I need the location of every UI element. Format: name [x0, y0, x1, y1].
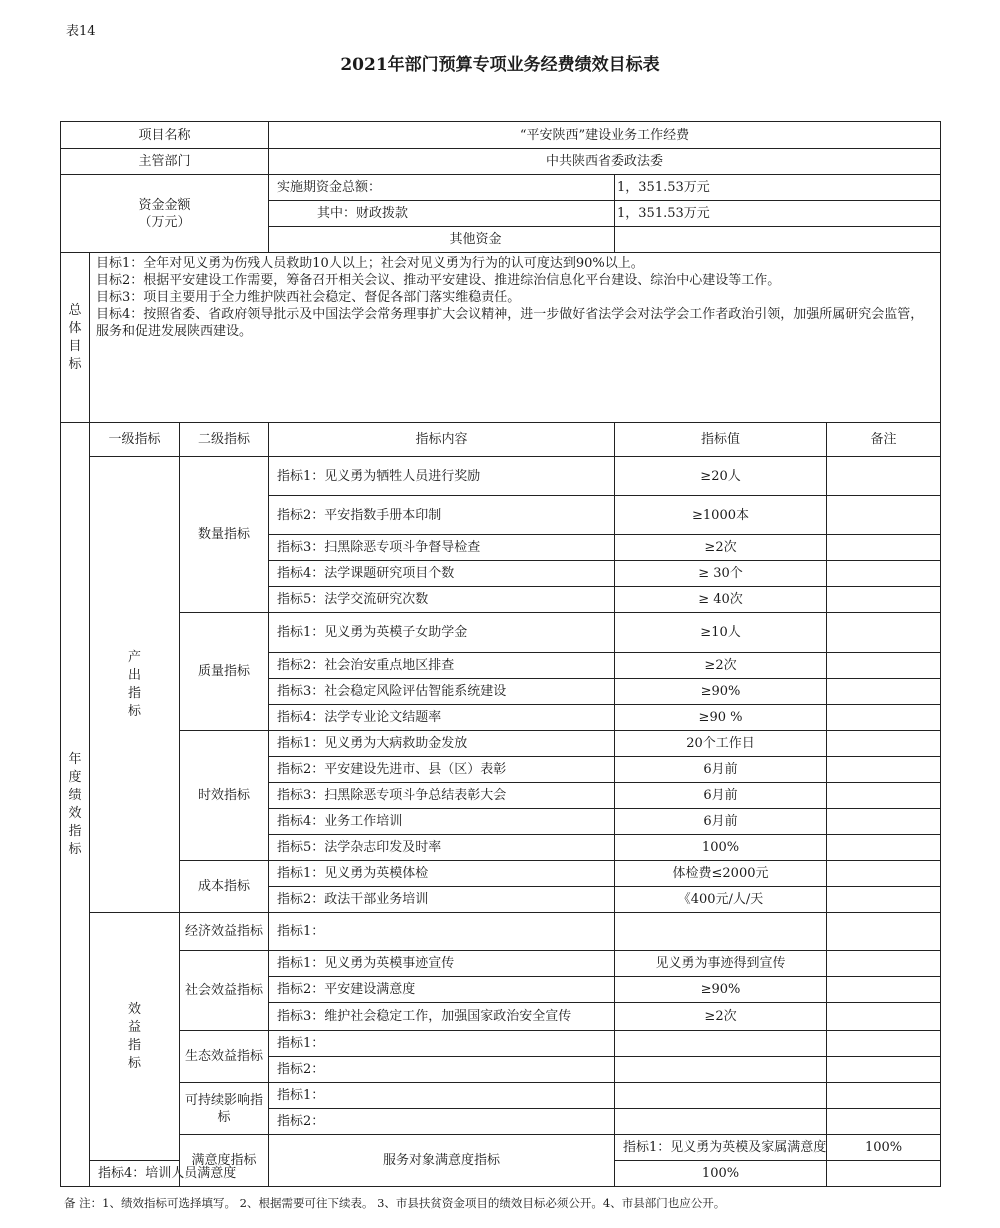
indicator-header-row	[61, 423, 941, 457]
indicator-content: 指标5：法学交流研究次数	[269, 587, 615, 613]
indicator-remark	[827, 679, 941, 705]
table-row	[61, 913, 941, 951]
fiscal-funds-label: 其中：财政拨款	[269, 201, 615, 227]
indicator-remark	[827, 783, 941, 809]
annual-indicators-label: 年度绩效指标	[61, 423, 90, 1187]
indicator-content: 指标1：	[269, 1083, 615, 1109]
subgroup-ecological: 生态效益指标	[180, 1031, 269, 1083]
indicator-remark	[827, 561, 941, 587]
document-title: 2021年部门预算专项业务经费绩效目标表	[340, 55, 660, 75]
indicator-value	[615, 1057, 827, 1083]
indicator-value: ≥ 30个	[615, 561, 827, 587]
indicator-remark	[827, 457, 941, 496]
subgroup-cost: 成本指标	[180, 861, 269, 913]
indicator-value: ≥90 %	[615, 705, 827, 731]
funds-label	[61, 175, 269, 253]
indicator-remark	[827, 653, 941, 679]
indicator-content: 指标2：	[269, 1109, 615, 1135]
indicator-content: 指标4：法学课题研究项目个数	[269, 561, 615, 587]
indicator-value	[615, 1031, 827, 1057]
fiscal-funds-value: 1，351.53万元	[615, 201, 941, 227]
indicator-remark	[827, 496, 941, 535]
indicator-content: 指标4：业务工作培训	[269, 809, 615, 835]
overall-goal-row	[61, 253, 941, 423]
subgroup-economic: 经济效益指标	[180, 913, 269, 951]
indicator-content: 指标2：平安指数手册本印制	[269, 496, 615, 535]
goal-3: 目标3：项目主要用于全力维护陕西社会稳定、督促各部门落实维稳责任。	[96, 290, 521, 305]
indicator-content: 指标5：法学杂志印发及时率	[269, 835, 615, 861]
indicator-content: 指标3：扫黑除恶专项斗争总结表彰大会	[269, 783, 615, 809]
subgroup-timeliness: 时效指标	[180, 731, 269, 861]
table-row	[61, 457, 941, 496]
total-funds-label: 实施期资金总额：	[269, 175, 615, 201]
subgroup-quantity: 数量指标	[180, 457, 269, 613]
funds-unit: （万元）	[138, 214, 191, 230]
table-row	[61, 1083, 941, 1109]
project-name-row	[61, 122, 941, 149]
other-funds-label: 其他资金	[269, 227, 615, 253]
goal-2: 目标2：根据平安建设工作需要，筹备召开相关会议、推动平安建设、推进综治信息化平台建设、综治中心建设等工作。	[96, 273, 781, 288]
indicator-value: ≥90%	[615, 679, 827, 705]
overall-goal-label: 总体目标	[61, 253, 90, 423]
indicator-value: 见义勇为事迹得到宣传	[615, 951, 827, 977]
indicator-content: 指标1：见义勇为牺牲人员进行奖励	[269, 457, 615, 496]
indicator-remark	[827, 951, 941, 977]
indicator-content: 指标3：维护社会稳定工作，加强国家政治安全宣传	[269, 1003, 615, 1031]
indicator-value: 6月前	[615, 757, 827, 783]
indicator-remark	[827, 1083, 941, 1109]
indicator-content: 指标2：平安建设先进市、县（区）表彰	[269, 757, 615, 783]
goal-1: 目标1：全年对见义勇为伤残人员救助10人以上；社会对见义勇为行为的认可度达到90%以上。	[96, 256, 644, 271]
indicator-value: 6月前	[615, 783, 827, 809]
group-output: 产出指标	[90, 457, 180, 913]
total-funds-value: 1，351.53万元	[615, 175, 941, 201]
table-row	[61, 1031, 941, 1057]
indicator-value: ≥2次	[615, 1003, 827, 1031]
funds-row-total	[61, 175, 941, 201]
indicator-content: 指标1：见义勇为大病救助金发放	[269, 731, 615, 757]
indicator-content: 指标2：社会治安重点地区排查	[269, 653, 615, 679]
group-satisfaction: 满意度指标	[180, 1135, 269, 1187]
indicator-content: 指标3：社会稳定风险评估智能系统建设	[269, 679, 615, 705]
indicator-remark	[827, 1057, 941, 1083]
indicator-value: ≥90%	[615, 977, 827, 1003]
indicator-value: ≥20人	[615, 457, 827, 496]
table-row	[61, 613, 941, 653]
indicator-content: 指标4：法学专业论文结题率	[269, 705, 615, 731]
subgroup-sustainable: 可持续影响指标	[180, 1083, 269, 1135]
indicator-value	[615, 913, 827, 951]
table-number: 表14	[66, 24, 96, 39]
table-row	[61, 731, 941, 757]
indicator-content: 指标3：扫黑除恶专项斗争督导检查	[269, 535, 615, 561]
indicator-remark	[827, 977, 941, 1003]
indicator-content: 指标1：见义勇为英模体检	[269, 861, 615, 887]
department-label: 主管部门	[61, 149, 269, 175]
indicator-value: 《400元/人/天	[615, 887, 827, 913]
indicator-content: 指标1：见义勇为英模事迹宣传	[269, 951, 615, 977]
indicator-remark	[827, 1031, 941, 1057]
footnote: 备 注：1、绩效指标可选择填写。 2、根据需要可往下续表。 3、市县扶贫资金项目的绩效目标必须公开。4、市县部门也应公开。	[64, 1196, 726, 1210]
indicator-value: ≥ 40次	[615, 587, 827, 613]
indicator-content: 指标4：培训人员满意度	[90, 1161, 180, 1187]
table-row	[61, 861, 941, 887]
indicator-value: 20个工作日	[615, 731, 827, 757]
indicator-value	[615, 1109, 827, 1135]
col-level2-header: 二级指标	[180, 423, 269, 457]
other-funds-value	[615, 227, 941, 253]
subgroup-service: 服务对象满意度指标	[269, 1135, 615, 1187]
indicator-remark	[827, 535, 941, 561]
group-benefit: 效益指标	[90, 913, 180, 1161]
indicator-content: 指标2：	[269, 1057, 615, 1083]
indicator-content: 指标2：平安建设满意度	[269, 977, 615, 1003]
indicator-content: 指标1：	[269, 913, 615, 951]
indicator-remark	[827, 731, 941, 757]
indicator-value: ≥10人	[615, 613, 827, 653]
indicator-remark	[827, 835, 941, 861]
indicator-content: 指标2：政法干部业务培训	[269, 887, 615, 913]
indicator-value: 6月前	[615, 809, 827, 835]
col-value-header: 指标值	[615, 423, 827, 457]
overall-goal-content	[90, 253, 941, 423]
indicator-value: ≥2次	[615, 535, 827, 561]
subgroup-quality: 质量指标	[180, 613, 269, 731]
performance-table	[60, 121, 941, 1187]
subgroup-social: 社会效益指标	[180, 951, 269, 1031]
indicator-remark	[827, 1161, 941, 1187]
indicator-remark	[827, 809, 941, 835]
indicator-remark	[827, 613, 941, 653]
table-row	[61, 951, 941, 977]
indicator-content: 指标1：见义勇为英模及家属满意度	[615, 1135, 827, 1161]
indicator-value: ≥1000本	[615, 496, 827, 535]
table-row	[61, 1135, 941, 1161]
indicator-remark	[827, 757, 941, 783]
project-name-label: 项目名称	[61, 122, 269, 149]
goal-4: 目标4：按照省委、省政府领导批示及中国法学会常务理事扩大会议精神，进一步做好省法学会对法学会工作者政治引领，加强所属研究会监管，服务和促进发展陕西建设。	[96, 307, 924, 339]
indicator-remark	[827, 1003, 941, 1031]
project-name-value: “平安陕西”建设业务工作经费	[269, 122, 941, 149]
indicator-remark	[827, 887, 941, 913]
indicator-value: ≥2次	[615, 653, 827, 679]
indicator-value: 100%	[615, 1161, 827, 1187]
indicator-value	[615, 1083, 827, 1109]
department-row	[61, 149, 941, 175]
indicator-value: 体检费≤2000元	[615, 861, 827, 887]
department-value: 中共陕西省委政法委	[269, 149, 941, 175]
indicator-remark	[827, 587, 941, 613]
indicator-remark	[827, 705, 941, 731]
funds-title: 资金金额	[138, 197, 191, 213]
col-remark-header: 备注	[827, 423, 941, 457]
indicator-remark	[827, 861, 941, 887]
indicator-content: 指标1：	[269, 1031, 615, 1057]
col-level1-header: 一级指标	[90, 423, 180, 457]
indicator-remark	[827, 1109, 941, 1135]
indicator-remark	[827, 913, 941, 951]
indicator-value: 100%	[827, 1135, 941, 1161]
indicator-content: 指标1：见义勇为英模子女助学金	[269, 613, 615, 653]
indicator-value: 100%	[615, 835, 827, 861]
col-content-header: 指标内容	[269, 423, 615, 457]
